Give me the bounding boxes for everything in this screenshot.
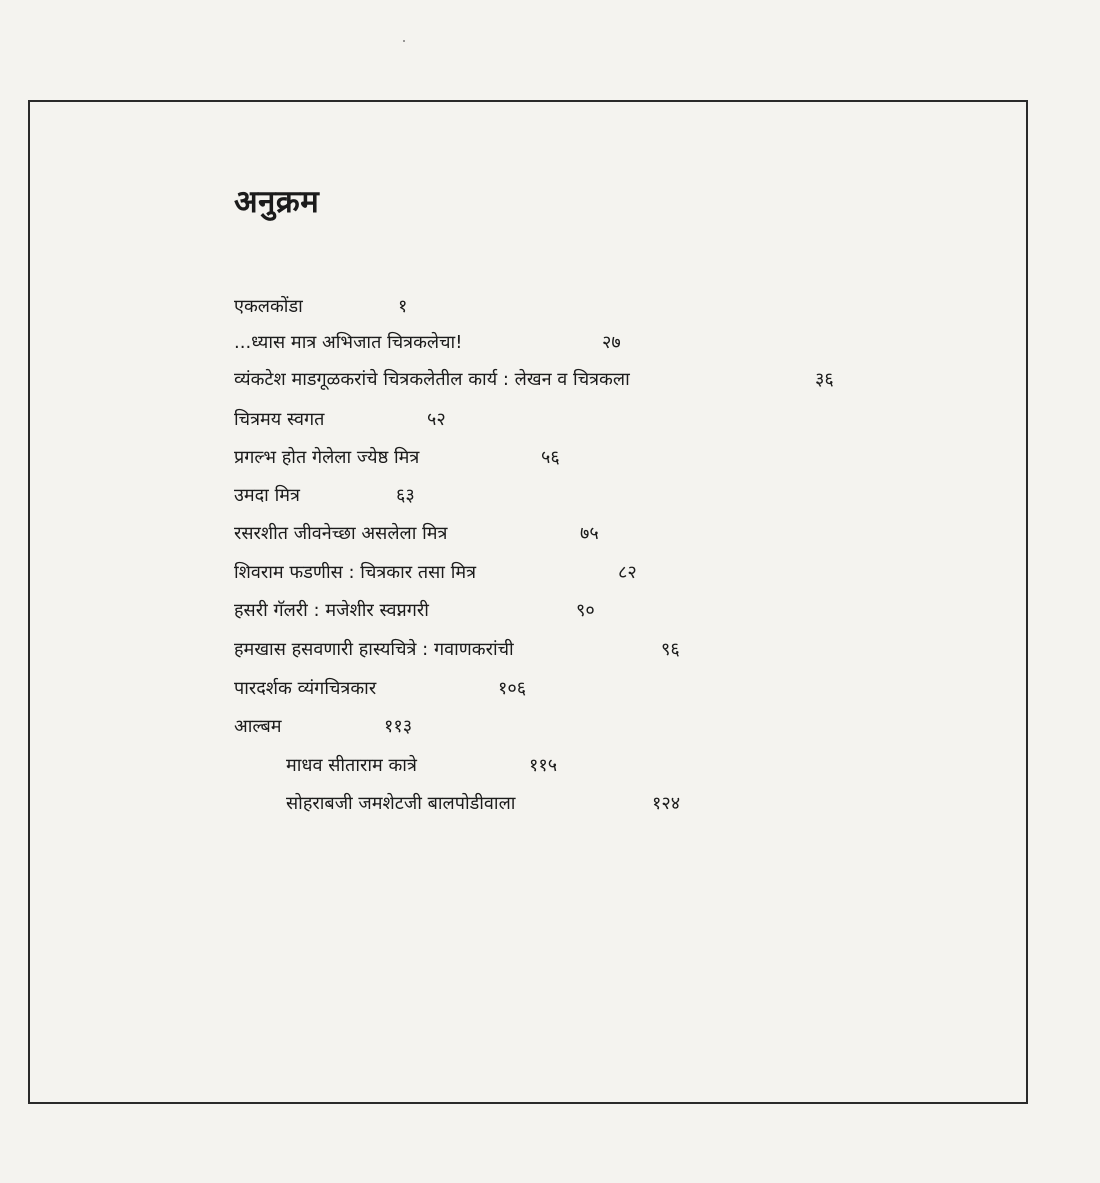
toc-entry-page: १ — [398, 296, 408, 317]
toc-entry-page: १०६ — [498, 678, 527, 699]
toc-entry-page: २७ — [602, 332, 621, 353]
toc-entry-title: ...ध्यास मात्र अभिजात चित्रकलेचा! — [234, 332, 463, 353]
toc-entry-title: रसरशीत जीवनेच्छा असलेला मित्र — [234, 523, 448, 544]
toc-entry-title: एकलकोंडा — [234, 296, 303, 317]
toc-entry-title: हसरी गॅलरी : मजेशीर स्वप्नगरी — [234, 600, 429, 621]
toc-entry-title: शिवराम फडणीस : चित्रकार तसा मित्र — [234, 562, 477, 583]
toc-entry-page: ५६ — [541, 447, 560, 468]
toc-entry-title: आल्बम — [234, 716, 282, 737]
toc-entry-page: ६३ — [396, 485, 415, 506]
toc-entry-title: प्रगल्भ होत गेलेला ज्येष्ठ मित्र — [234, 447, 420, 468]
toc-subentry-page: ११५ — [529, 755, 558, 776]
toc-entry-page: ८२ — [618, 562, 637, 583]
toc-subentry-title: सोहराबजी जमशेटजी बालपोडीवाला — [286, 793, 516, 814]
toc-entry-title: उमदा मित्र — [234, 485, 300, 506]
toc-entry-page: ९६ — [661, 639, 680, 660]
toc-entry-title: व्यंकटेश माडगूळकरांचे चित्रकलेतील कार्य : लेखन व चित्रकला — [234, 369, 630, 390]
toc-entry-page: ७५ — [580, 523, 599, 544]
toc-entry-page: ११३ — [384, 716, 413, 737]
toc-entry-page: ९० — [576, 600, 595, 621]
toc-subentry-page: १२४ — [652, 793, 681, 814]
contents-heading: अनुक्रम — [234, 184, 320, 220]
toc-entry-title: पारदर्शक व्यंगचित्रकार — [234, 678, 377, 699]
paper-speck — [403, 40, 405, 42]
toc-entry-title: हमखास हसवणारी हास्यचित्रे : गवाणकरांची — [234, 639, 514, 660]
page-frame — [28, 100, 1028, 1104]
toc-entry-page: ३६ — [815, 369, 834, 390]
toc-entry-title: चित्रमय स्वगत — [234, 409, 325, 430]
toc-entry-page: ५२ — [427, 409, 446, 430]
toc-subentry-title: माधव सीताराम कात्रे — [286, 755, 417, 776]
